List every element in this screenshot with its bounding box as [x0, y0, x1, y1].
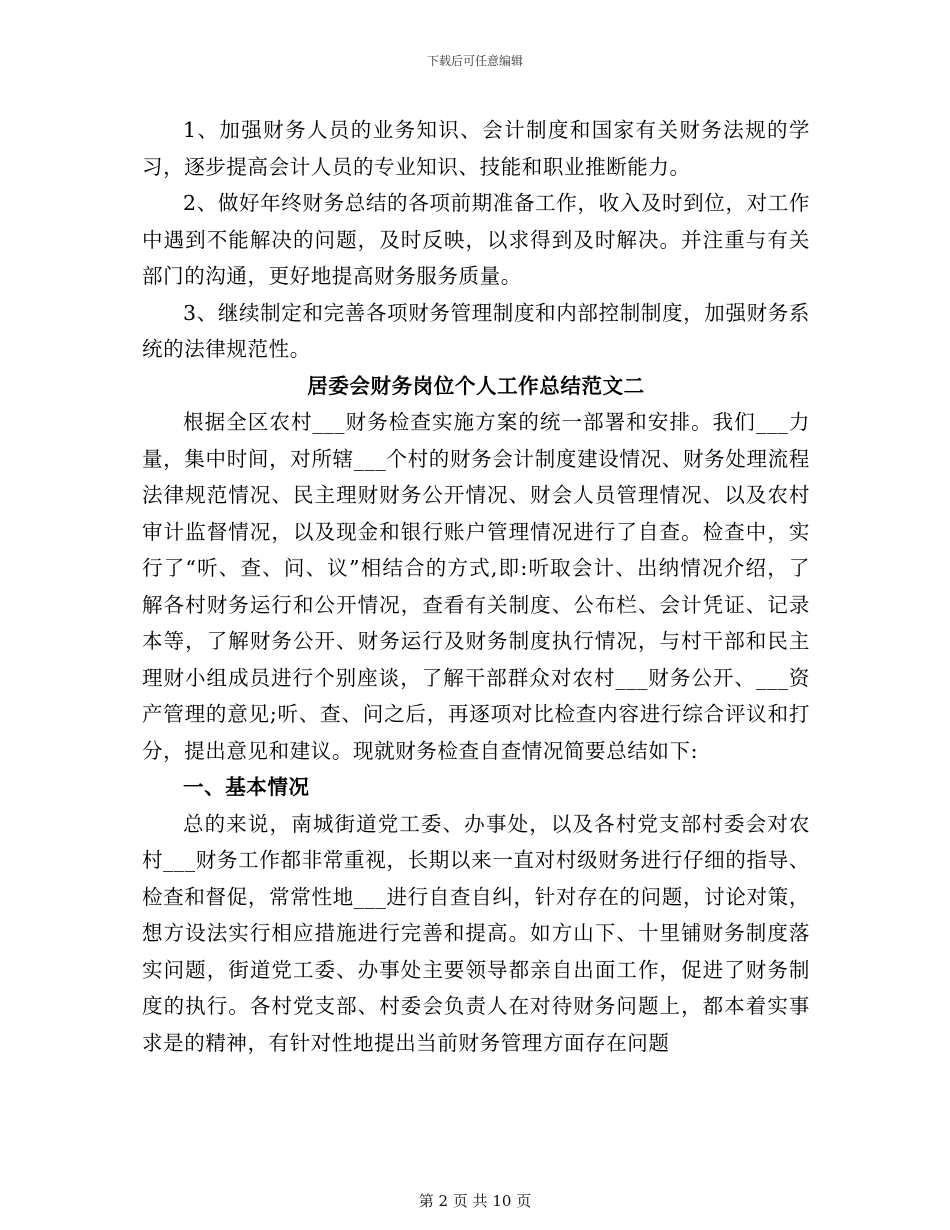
list-item-1: 1、加强财务人员的业务知识、会计制度和国家有关财务法规的学习，逐步提高会计人员的专业知识、技能和职业推断能力。	[142, 118, 810, 179]
paragraph-intro: 根据全区农村___财务检查实施方案的统一部署和安排。我们___力量，集中时间，对所辖___个村的财务会计制度建设情况、财务处理流程法律规范情况、民主理财财务公开情况、财会人员管理情况、以及农村审计监督情况，以及现金和银行账户管理情况进行了自查。检查中，实行了“听、查、问、议”相结合的方式,即:听取会计、出纳情况介绍，了解各村财务运行和公开情况，查看有关制度、公布栏、会计凭证、记录本等，了解财务公开、财务运行及财务制度执行情况，与村干部和民主理财小组成员进行个别座谈，了解干部群众对农村___财务公开、___资产管理的意见;听、查、问之后，再逐项对比检查内容进行综合评议和打分，提出意见和建议。现就财务检查自查情况简要总结如下:	[142, 410, 810, 763]
list-item-2: 2、做好年终财务总结的各项前期准备工作，收入及时到位，对工作中遇到不能解决的问题，及时反映，以求得到及时解决。并注重与有关部门的沟通，更好地提高财务服务质量。	[142, 191, 810, 288]
section-heading: 一、基本情况	[183, 775, 310, 799]
page-header: 下载后可任意编辑	[426, 54, 523, 68]
paragraph-basic-situation: 总的来说，南城街道党工委、办事处，以及各村党支部村委会对农村___财务工作都非常重视，长期以来一直对村级财务进行仔细的指导、检查和督促，常常性地___进行自查自纠，针对存在的问题，讨论对策，想方设法实行相应措施进行完善和提高。如方山下、十里铺财务制度落实问题，街道党工委、办事处主要领导都亲自出面工作，促进了财务制度的执行。各村党支部、村委会负责人在对待财务问题上，都本着实事求是的精神，有针对性地提出当前财务管理方面存在问题	[142, 811, 810, 1055]
document-body	[142, 112, 810, 1061]
page-footer: 第 2 页 共 10 页	[418, 1192, 532, 1210]
section-title: 居委会财务岗位个人工作总结范文二	[307, 373, 645, 398]
list-item-3: 3、继续制定和完善各项财务管理制度和内部控制制度，加强财务系统的法律规范性。	[142, 300, 810, 361]
